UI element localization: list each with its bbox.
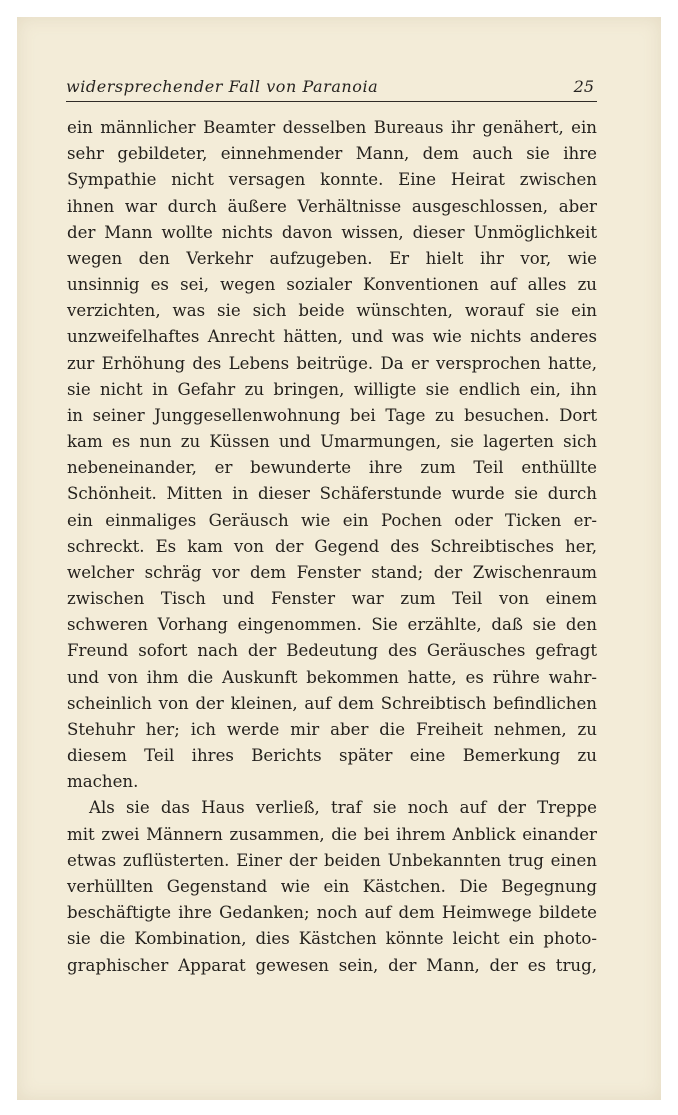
- header-rule: [66, 101, 597, 102]
- text-line: der Mann wollte nichts davon wissen, dieser Unmöglichkeit: [67, 222, 597, 242]
- text-line: machen.: [67, 772, 139, 792]
- text-line: sie die Kombination, dies Kästchen könnte leicht ein photo-: [67, 929, 597, 949]
- text-line: schweren Vorhang eingenommen. Sie erzählte, daß sie den: [67, 615, 597, 635]
- text-line: kam es nun zu Küssen und Umarmungen, sie lagerten sich: [67, 432, 597, 452]
- text-line: wegen den Verkehr aufzugeben. Er hielt ihr vor, wie: [67, 248, 597, 268]
- paragraph-2: [67, 795, 597, 978]
- text-line: beschäftigte ihre Gedanken; noch auf dem Heimwege bildete: [67, 903, 597, 923]
- text-line: verhüllten Gegenstand wie ein Kästchen. Die Begegnung: [67, 876, 597, 896]
- text-line: diesem Teil ihres Berichts später eine Bemerkung zu: [67, 746, 597, 766]
- text-line: graphischer Apparat gewesen sein, der Mann, der es trug,: [67, 955, 597, 975]
- text-line: Schönheit. Mitten in dieser Schäferstunde wurde sie durch: [67, 484, 597, 504]
- page-number: 25: [573, 77, 594, 96]
- text-line: unzweifelhaftes Anrecht hätten, und was wie nichts anderes: [67, 327, 597, 347]
- paragraph-1: [67, 115, 597, 795]
- text-line: zwischen Tisch und Fenster war zum Teil von einem: [67, 589, 597, 609]
- text-line: unsinnig es sei, wegen sozialer Konventionen auf alles zu: [67, 275, 597, 295]
- text-line: ihnen war durch äußere Verhältnisse ausgeschlossen, aber: [67, 196, 597, 216]
- text-line: etwas zuflüsterten. Einer der beiden Unbekannten trug einen: [67, 850, 597, 870]
- running-title: widersprechender Fall von Paranoia: [66, 77, 379, 96]
- text-line: sie nicht in Gefahr zu bringen, willigte sie endlich ein, ihn: [67, 379, 597, 399]
- text-line: schreckt. Es kam von der Gegend des Schreibtisches her,: [67, 536, 597, 556]
- text-line: in seiner Junggesellenwohnung bei Tage zu besuchen. Dort: [67, 405, 597, 425]
- text-line: verzichten, was sie sich beide wünschten, worauf sie ein: [67, 301, 597, 321]
- text-line: sehr gebildeter, einnehmender Mann, dem auch sie ihre: [67, 144, 597, 164]
- text-line: Freund sofort nach der Bedeutung des Geräusches gefragt: [67, 641, 597, 661]
- text-line: scheinlich von der kleinen, auf dem Schreibtisch befindlichen: [67, 693, 597, 713]
- text-line: Stehuhr her; ich werde mir aber die Freiheit nehmen, zu: [67, 719, 597, 739]
- running-header: [66, 75, 597, 99]
- text-line: und von ihm die Auskunft bekommen hatte, es rühre wahr-: [67, 667, 597, 687]
- body-text: [67, 115, 597, 979]
- text-line: zur Erhöhung des Lebens beitrüge. Da er versprochen hatte,: [67, 353, 597, 373]
- text-line: ein männlicher Beamter desselben Bureaus ihr genähert, ein: [67, 118, 597, 137]
- text-line: Als sie das Haus verließ, traf sie noch auf der Treppe: [89, 798, 597, 818]
- text-line: ein einmaliges Geräusch wie ein Pochen oder Ticken er-: [67, 510, 597, 530]
- text-line: mit zwei Männern zusammen, die bei ihrem Anblick einander: [67, 824, 597, 844]
- text-line: welcher schräg vor dem Fenster stand; der Zwischenraum: [67, 562, 597, 582]
- text-line: Sympathie nicht versagen konnte. Eine Heirat zwischen: [67, 170, 597, 190]
- text-line: nebeneinander, er bewunderte ihre zum Teil enthüllte: [67, 458, 597, 478]
